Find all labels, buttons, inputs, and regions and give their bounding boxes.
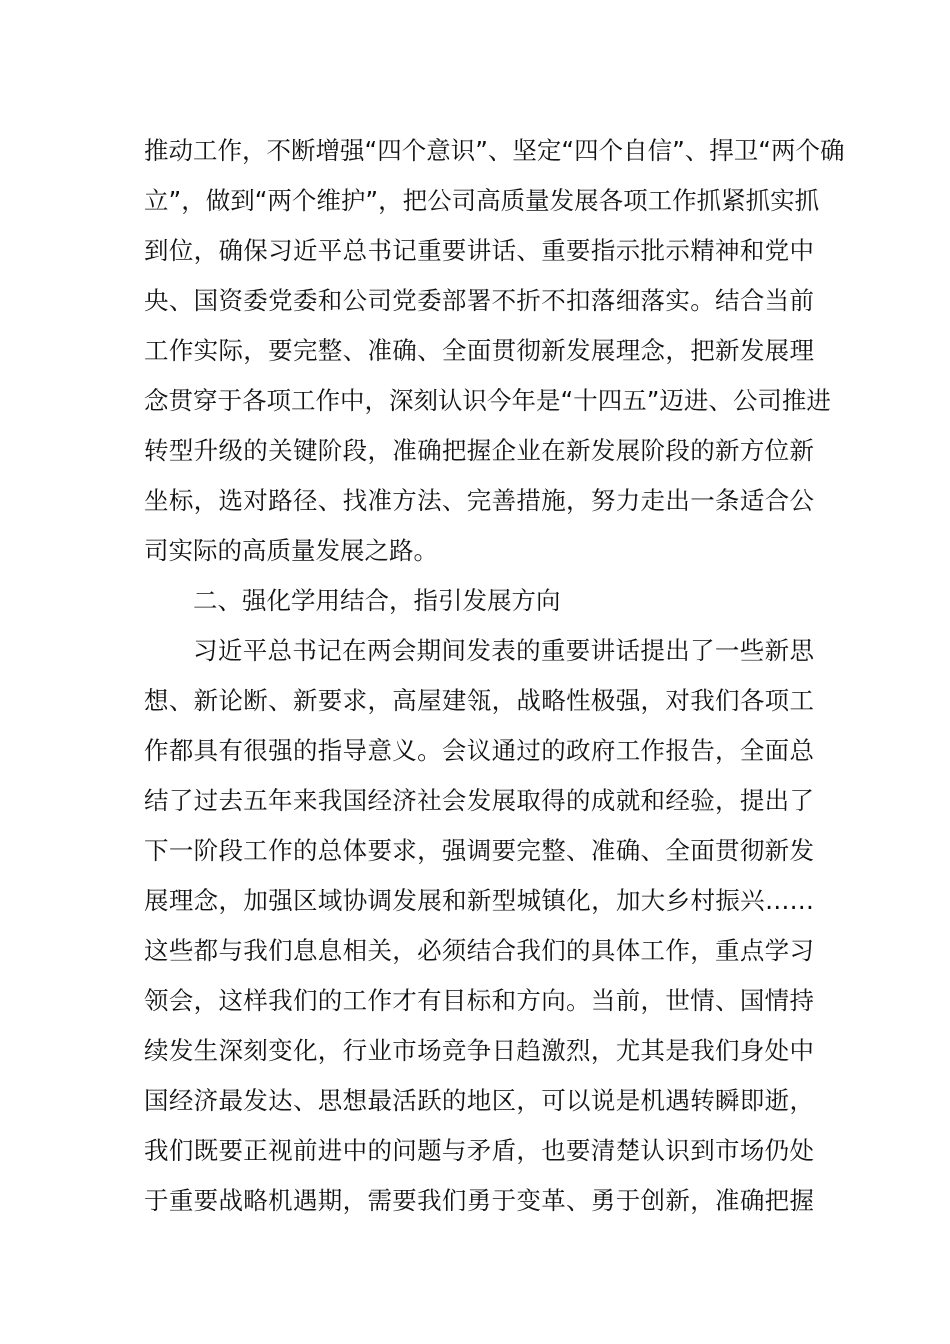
text-line: 立”，做到“两个维护”，把公司高质量发展各项工作抓紧抓实抓 xyxy=(144,186,820,215)
text-line: 坐标，选对路径、找准方法、完善措施，努力走出一条适合公 xyxy=(144,486,814,515)
text-line: 司实际的高质量发展之路。 xyxy=(144,536,438,565)
text-line: 国经济最发达、思想最活跃的地区，可以说是机遇转瞬即逝， xyxy=(144,1086,814,1115)
text-line: 工作实际，要完整、准确、全面贯彻新发展理念，把新发展理 xyxy=(144,336,814,365)
text-line: 领会，这样我们的工作才有目标和方向。当前，世情、国情持 xyxy=(144,986,814,1015)
text-line: 作都具有很强的指导意义。会议通过的政府工作报告，全面总 xyxy=(144,736,814,765)
text-line: 下一阶段工作的总体要求，强调要完整、准确、全面贯彻新发 xyxy=(144,836,814,865)
text-line: 展理念，加强区域协调发展和新型城镇化，加大乡村振兴…… xyxy=(144,886,814,915)
text-line: 于重要战略机遇期，需要我们勇于变革、勇于创新，准确把握 xyxy=(144,1186,814,1215)
text-line: 习近平总书记在两会期间发表的重要讲话提出了一些新思 xyxy=(193,636,814,665)
text-line: 到位，确保习近平总书记重要讲话、重要指示批示精神和党中 xyxy=(144,236,814,265)
text-line: 这些都与我们息息相关，必须结合我们的具体工作，重点学习 xyxy=(144,936,814,965)
document-body xyxy=(144,126,845,1226)
text-line: 想、新论断、新要求，高屋建瓴，战略性极强，对我们各项工 xyxy=(144,686,814,715)
text-line: 结了过去五年来我国经济社会发展取得的成就和经验，提出了 xyxy=(144,786,814,815)
text-line: 念贯穿于各项工作中，深刻认识今年是“十四五”迈进、公司推进 xyxy=(144,386,831,415)
text-line: 推动工作，不断增强“四个意识”、坚定“四个自信”、捍卫“两个确 xyxy=(144,136,845,165)
text-line: 转型升级的关键阶段，准确把握企业在新发展阶段的新方位新 xyxy=(144,436,814,465)
paragraph-continued xyxy=(144,126,845,576)
section-heading: 二、强化学用结合，指引发展方向 xyxy=(193,586,561,615)
paragraph-section-two xyxy=(144,626,814,1226)
text-line: 续发生深刻变化，行业市场竞争日趋激烈，尤其是我们身处中 xyxy=(144,1036,814,1065)
text-line: 央、国资委党委和公司党委部署不折不扣落细落实。结合当前 xyxy=(144,286,814,315)
text-line: 我们既要正视前进中的问题与矛盾，也要清楚认识到市场仍处 xyxy=(144,1136,814,1165)
